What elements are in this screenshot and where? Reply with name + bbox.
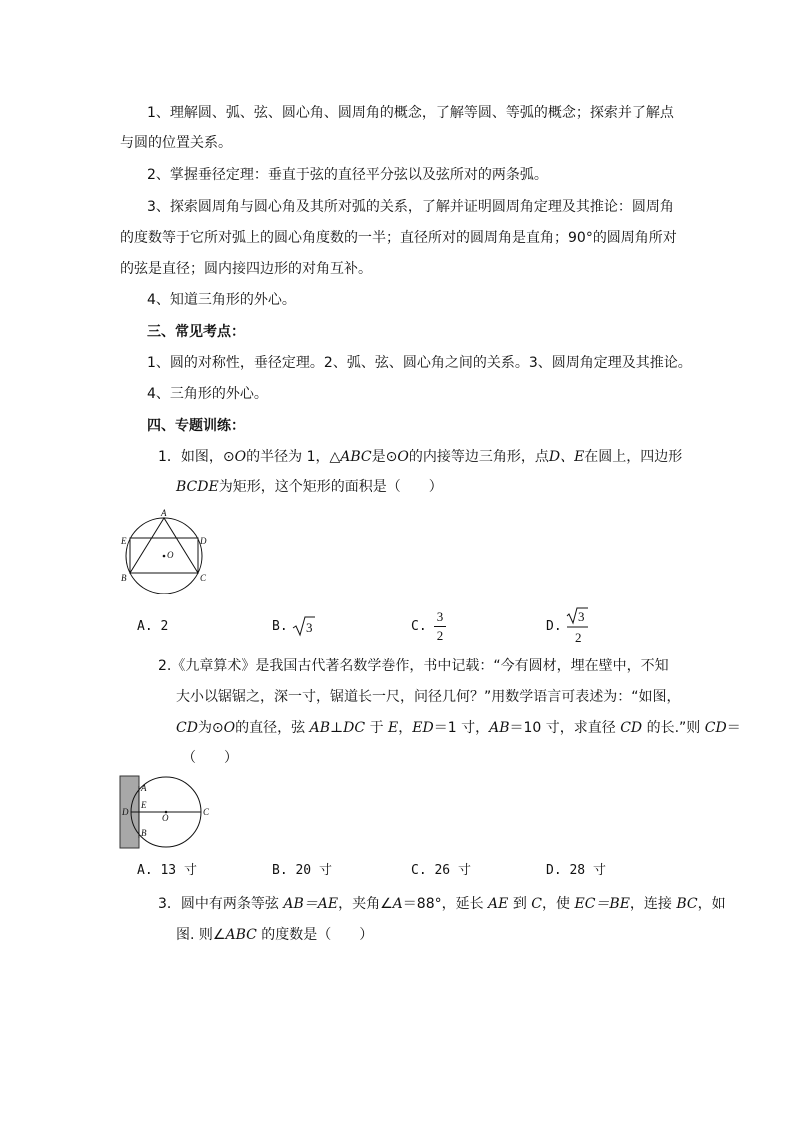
- q3-var-a: A: [392, 896, 403, 912]
- q1-option-a: A. 2: [137, 619, 169, 634]
- q1-label-c: C: [200, 573, 207, 583]
- q1-label-b: B: [121, 573, 127, 583]
- question-1-line-2: [176, 478, 443, 496]
- question-3-line-1: [158, 895, 726, 913]
- q2-var-e: E: [388, 720, 399, 736]
- q2-option-b: B. 20 寸: [272, 863, 332, 878]
- q1-option-d-fraction: [566, 606, 590, 648]
- q3-text-h: 图. 则∠: [176, 927, 226, 943]
- q1-option-c-numerator: 3: [436, 609, 444, 624]
- q2-option-c: C. 26 寸: [411, 863, 471, 878]
- question-1-line-1: [158, 448, 682, 466]
- q1-text-e: 在圆上，四边形: [584, 449, 683, 465]
- question-2-line-1: 2.《九章算术》是我国古代著名数学巻作，书中记载：“今有圆材，埋在壁中，不知: [158, 658, 669, 674]
- q1-option-c-denominator: 2: [436, 628, 444, 643]
- question-2-line-4: （ ）: [182, 750, 238, 766]
- q1-label-e: E: [121, 536, 127, 546]
- q1-label-d: D: [200, 536, 207, 546]
- q1-var-bcde: BCDE: [176, 479, 219, 495]
- objective-1-line-1: 1、理解圆、弧、弦、圆心角、圆周角的概念，了解等圆、等弧的概念；探索并了解点: [147, 105, 674, 121]
- q1-var-abc: ABC: [340, 449, 372, 465]
- section-3-line-1: 1、圆的对称性，垂径定理。2、弧、弦、圆心角之间的关系。3、圆周角定理及其推论。: [147, 355, 692, 371]
- section-3-line-2: 4、三角形的外心。: [147, 386, 268, 402]
- q1-option-c-fraction: [434, 609, 446, 644]
- q2-text-f: ＝10 寸，求直径: [509, 720, 621, 736]
- q1-text-c: 是⊙: [371, 449, 398, 465]
- q1-option-d-prefix: D.: [546, 619, 562, 634]
- q1-center-dot: [163, 555, 166, 558]
- q1-option-d-denominator: 2: [575, 630, 582, 645]
- q2-option-a: A. 13 寸: [137, 863, 197, 878]
- q1-circle-figure: [116, 506, 216, 594]
- q2-text-b: 的直径，弦: [235, 720, 310, 736]
- q3-text-a: 3．圆中有两条等弦: [158, 896, 284, 912]
- q1-var-o: O: [234, 449, 247, 465]
- q2-label-e: E: [141, 800, 147, 810]
- q2-circle-figure: [116, 774, 216, 852]
- q1-option-d: [546, 618, 562, 636]
- q2-text-e: ＝1 寸，: [433, 720, 490, 736]
- q2-label-c: C: [203, 807, 210, 817]
- objective-3-line-2: 的度数等于它所对弧上的圆心角度数的一半；直径所对的圆周角是直角；90°的圆周角所对: [120, 230, 677, 246]
- q1-option-b-radicand: 3: [306, 620, 313, 635]
- objective-4: 4、知道三角形的外心。: [147, 292, 296, 308]
- q2-label-b: B: [141, 828, 147, 838]
- question-2-line-2: 大小以锯锯之，深一寸，锯道长一尺，问径几何？”用数学语言可表述为：“如图，: [176, 689, 681, 705]
- q3-text-b: ，夹角∠: [338, 896, 393, 912]
- q3-var-ec-be: EC＝BE: [574, 896, 630, 912]
- q1-label-o: O: [167, 550, 174, 560]
- q3-var-ab-ae: AB＝AE: [283, 896, 339, 912]
- q3-text-f: ，连接: [629, 896, 677, 912]
- question-3-line-2: [176, 926, 373, 944]
- q2-var-ed: ED: [412, 720, 434, 736]
- q1-option-b-prefix: B.: [272, 619, 288, 634]
- q1-option-c: [411, 618, 427, 636]
- section-3-heading: 三、常见考点：: [147, 324, 245, 340]
- q2-option-d: D. 28 寸: [546, 863, 606, 878]
- q2-var-cd3: CD: [704, 720, 727, 736]
- q2-var-cd: CD: [176, 720, 198, 736]
- q1-option-c-prefix: C.: [411, 619, 427, 634]
- section-4-heading: 四、专题训练：: [147, 418, 245, 434]
- q1-option-b-sqrt: [292, 614, 316, 638]
- q3-var-ae: AE: [488, 896, 509, 912]
- q1-text-a: 1．如图，⊙: [158, 449, 235, 465]
- q1-text-line2: 为矩形，这个矩形的面积是（ ）: [218, 479, 443, 495]
- q2-var-o: O: [223, 720, 236, 736]
- q2-text-c: 于: [365, 720, 389, 736]
- q2-text-g: 的长.”则: [642, 720, 705, 736]
- q3-text-i: 的度数是（ ）: [256, 927, 374, 943]
- objective-3-line-3: 的弦是直径；圆内接四边形的对角互补。: [120, 261, 372, 277]
- q3-text-c: ＝88°，延长: [402, 896, 489, 912]
- objective-3-line-1: 3、探索圆周角与圆心角及其所对弧的关系，了解并证明圆周角定理及其推论：圆周角: [147, 199, 674, 215]
- q2-text-h: ＝: [726, 720, 741, 736]
- q3-text-g: ，如: [697, 896, 726, 912]
- q1-label-a: A: [161, 508, 167, 518]
- q2-text-d: ，: [398, 720, 413, 736]
- q2-label-d: D: [122, 807, 129, 817]
- q2-label-a: A: [141, 783, 147, 793]
- q3-var-c: C: [531, 896, 543, 912]
- question-2-line-3: [176, 719, 741, 737]
- q3-var-bc: BC: [676, 896, 698, 912]
- q1-var-de: D、E: [548, 449, 585, 465]
- q1-text-d: 的内接等边三角形，点: [408, 449, 549, 465]
- q1-var-o2: O: [397, 449, 409, 465]
- q1-text-b: 的半径为 1，△: [246, 449, 341, 465]
- q2-var-ab: AB: [489, 720, 510, 736]
- q3-text-e: ，使: [542, 896, 575, 912]
- q1-option-d-radicand: 3: [578, 609, 585, 624]
- q2-var-ab-dc: AB⊥DC: [309, 720, 366, 736]
- q2-var-cd2: CD: [620, 720, 643, 736]
- q3-var-abc: ABC: [225, 927, 257, 943]
- q2-text-a: 为⊙: [197, 720, 224, 736]
- objective-2: 2、掌握垂径定理：垂直于弦的直径平分弦以及弦所对的两条弧。: [147, 167, 548, 183]
- q2-label-o: O: [162, 813, 169, 823]
- q1-option-b: [272, 618, 288, 636]
- q3-text-d: 到: [508, 896, 532, 912]
- objective-1-line-2: 与圆的位置关系。: [120, 135, 232, 151]
